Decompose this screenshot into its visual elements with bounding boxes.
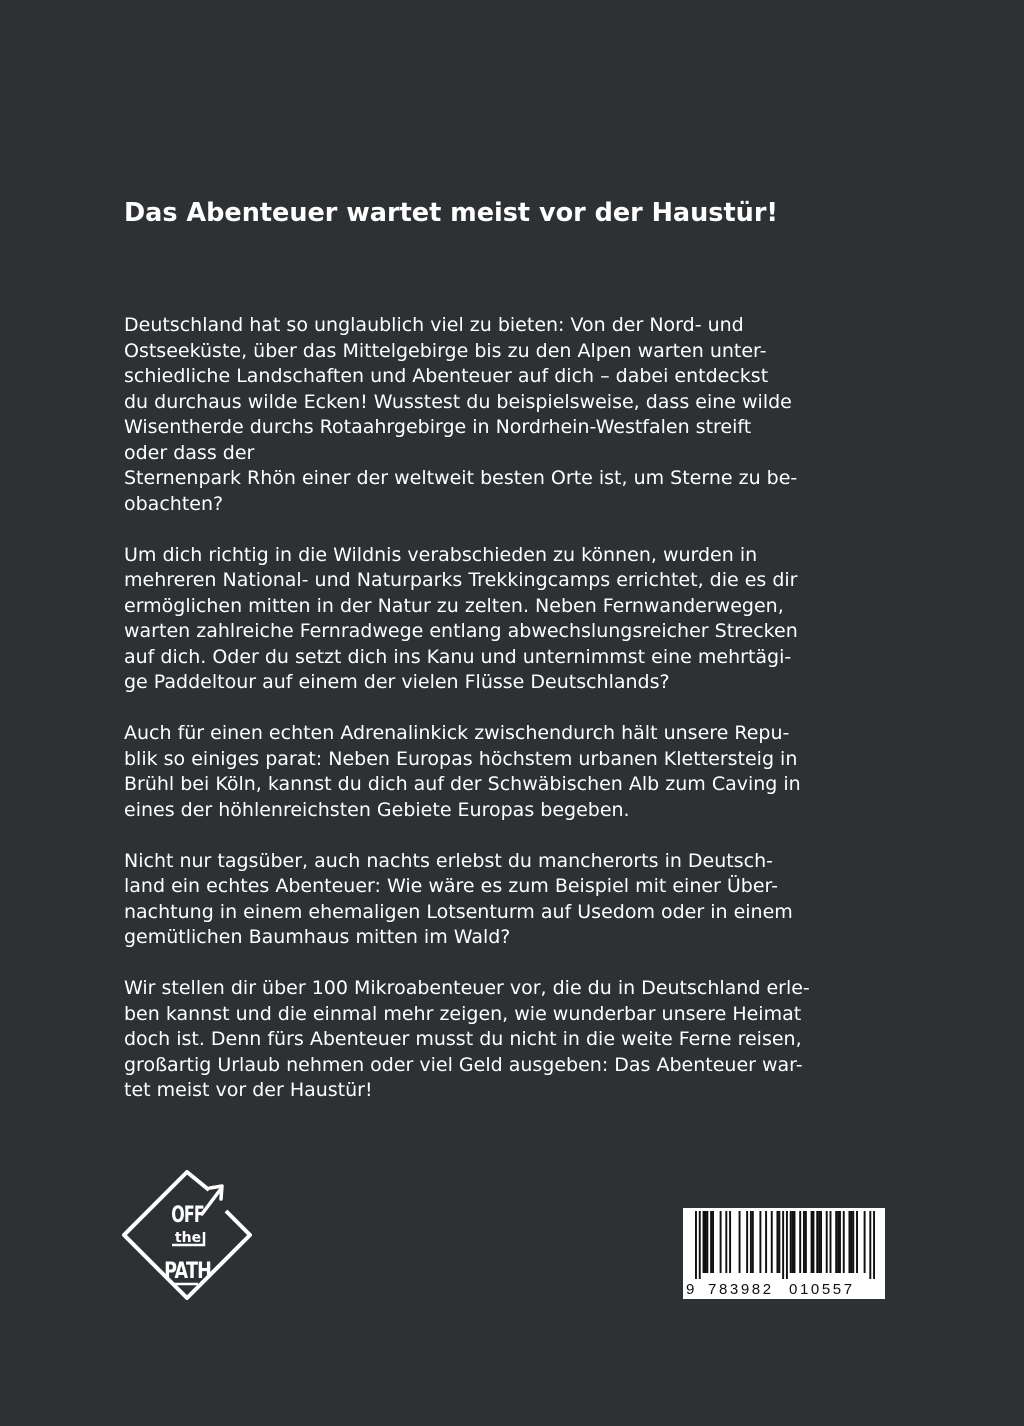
barcode-guard-bar <box>695 1211 697 1279</box>
barcode-bar <box>830 1211 832 1273</box>
barcode-guard-bar <box>869 1211 871 1279</box>
barcode-digits-right: 010557 <box>789 1281 855 1298</box>
barcode-bar <box>752 1211 754 1273</box>
text-line: ermöglichen mitten in der Natur zu zelten. Neben Fernwanderwegen, <box>124 594 784 617</box>
barcode-bar <box>704 1211 706 1273</box>
paragraph-3 <box>124 721 914 823</box>
logo-word-the: the <box>174 1230 202 1246</box>
barcode-bar <box>812 1211 814 1273</box>
paragraph-2 <box>124 543 914 696</box>
barcode-bar <box>811 1211 813 1273</box>
barcode-bar <box>765 1211 767 1273</box>
off-the-path-logo-icon <box>122 1170 252 1300</box>
barcode-bar <box>856 1211 858 1273</box>
barcode-bar <box>818 1211 820 1273</box>
barcode-bar <box>816 1211 818 1273</box>
barcode-bar <box>843 1211 845 1273</box>
text-line: schiedliche Landschaften und Abenteuer auf dich – dabei entdeckst <box>124 365 769 387</box>
barcode-bar <box>720 1211 722 1273</box>
barcode-bar <box>805 1211 807 1273</box>
text-line: land ein echtes Abenteuer: Wie wäre es zum Beispiel mit einer Über- <box>124 875 779 897</box>
barcode-guard-bar <box>786 1211 788 1279</box>
barcode-bar <box>725 1211 727 1273</box>
blurb-text <box>124 313 914 1129</box>
text-line: Nicht nur tagsüber, auch nachts erlebst du mancherorts in Deutsch- <box>124 849 773 872</box>
text-line: doch ist. Denn fürs Abenteuer musst du nicht in die weite Ferne reisen, <box>124 1028 802 1050</box>
text-line: Deutschland hat so unglaublich viel zu bieten: Von der Nord- und <box>124 314 744 336</box>
text-line: Auch für einen echten Adrenalinkick zwischendurch hält unsere Repu- <box>124 722 790 744</box>
headline: Das Abenteuer wartet meist vor der Haustür! <box>124 198 779 228</box>
text-line: tet meist vor der Haustür! <box>124 1079 373 1101</box>
isbn-barcode <box>683 1208 885 1299</box>
barcode-digits-left: 783982 <box>708 1281 774 1298</box>
text-line: Ostseeküste, über das Mittelgebirge bis zu den Alpen warten unter- <box>124 339 767 362</box>
barcode-bar <box>839 1211 841 1273</box>
text-line: auf dich. Oder du setzt dich ins Kanu und unternimmst eine mehrtägi- <box>124 645 792 668</box>
barcode-bar <box>706 1211 708 1273</box>
barcode-bar <box>835 1211 837 1273</box>
logo-word-path: PATH <box>164 1258 212 1284</box>
logo-word-off: OFF <box>171 1202 204 1228</box>
barcode-bar <box>778 1211 780 1273</box>
barcode-bar <box>852 1211 854 1273</box>
barcode-bar <box>771 1211 773 1273</box>
text-line: ge Paddeltour auf einem der vielen Flüsse Deutschlands? <box>124 671 670 693</box>
barcode-bar <box>864 1211 866 1273</box>
text-line: oder dass der <box>124 441 255 464</box>
barcode-bar <box>826 1211 828 1273</box>
text-line: gemütlichen Baumhaus mitten im Wald? <box>124 926 511 948</box>
text-line: obachten? <box>124 492 224 515</box>
barcode-bar <box>703 1211 705 1273</box>
text-line: nachtung in einem ehemaligen Lotsenturm auf Usedom oder in einem <box>124 900 793 923</box>
text-line: Sternenpark Rhön einer der weltweit besten Orte ist, um Sterne zu be- <box>124 467 798 489</box>
barcode-guard-bar <box>782 1211 784 1279</box>
barcode-bar <box>746 1211 748 1273</box>
text-line: ben kannst und die einmal mehr zeigen, wie wunderbar unsere Heimat <box>124 1002 802 1025</box>
barcode-bar <box>848 1211 850 1273</box>
text-line: warten zahlreiche Fernradwege entlang abwechslungsreicher Strecken <box>124 620 798 642</box>
text-line: du durchaus wilde Ecken! Wusstest du beispielsweise, dass eine wilde <box>124 390 792 413</box>
barcode-guard-bar <box>873 1211 875 1279</box>
barcode-bar <box>750 1211 752 1273</box>
barcode-bar <box>794 1211 796 1273</box>
barcode-bar <box>759 1211 761 1273</box>
paragraph-5 <box>124 976 914 1104</box>
barcode-bar <box>837 1211 839 1273</box>
barcode-bar <box>710 1211 712 1273</box>
text-line: Brühl bei Köln, kannst du dich auf der Schwäbischen Alb zum Caving in <box>124 773 801 795</box>
barcode-bar <box>850 1211 852 1273</box>
barcode-bar <box>820 1211 822 1273</box>
barcode-digit-first: 9 <box>686 1281 695 1298</box>
text-line: Wisentherde durchs Rotaahrgebirge in Nordrhein-Westfalen streift <box>124 416 752 438</box>
barcode-bar <box>729 1211 731 1273</box>
barcode-bar <box>739 1211 741 1273</box>
text-line: Um dich richtig in die Wildnis verabschieden zu können, wurden in <box>124 543 758 566</box>
barcode-bar <box>712 1211 714 1273</box>
barcode-bar <box>776 1211 778 1273</box>
barcode-bars <box>695 1211 875 1279</box>
paragraph-1 <box>124 313 914 517</box>
paragraph-4 <box>124 849 914 951</box>
text-line: blik so einiges parat: Neben Europas höchstem urbanen Klettersteig in <box>124 747 798 770</box>
text-line: Wir stellen dir über 100 Mikroabenteuer vor, die du in Deutschland erle- <box>124 977 810 999</box>
barcode-bar <box>792 1211 794 1273</box>
barcode-bar <box>799 1211 801 1273</box>
barcode-bar <box>790 1211 792 1273</box>
barcode-bar <box>803 1211 805 1273</box>
text-line: großartig Urlaub nehmen oder viel Geld ausgeben: Das Abenteuer war- <box>124 1053 803 1076</box>
text-line: eines der höhlenreichsten Gebiete Europas begeben. <box>124 798 630 821</box>
barcode-guard-bar <box>699 1211 701 1279</box>
text-line: mehreren National- und Naturparks Trekkingcamps errichtet, die es dir <box>124 569 798 591</box>
